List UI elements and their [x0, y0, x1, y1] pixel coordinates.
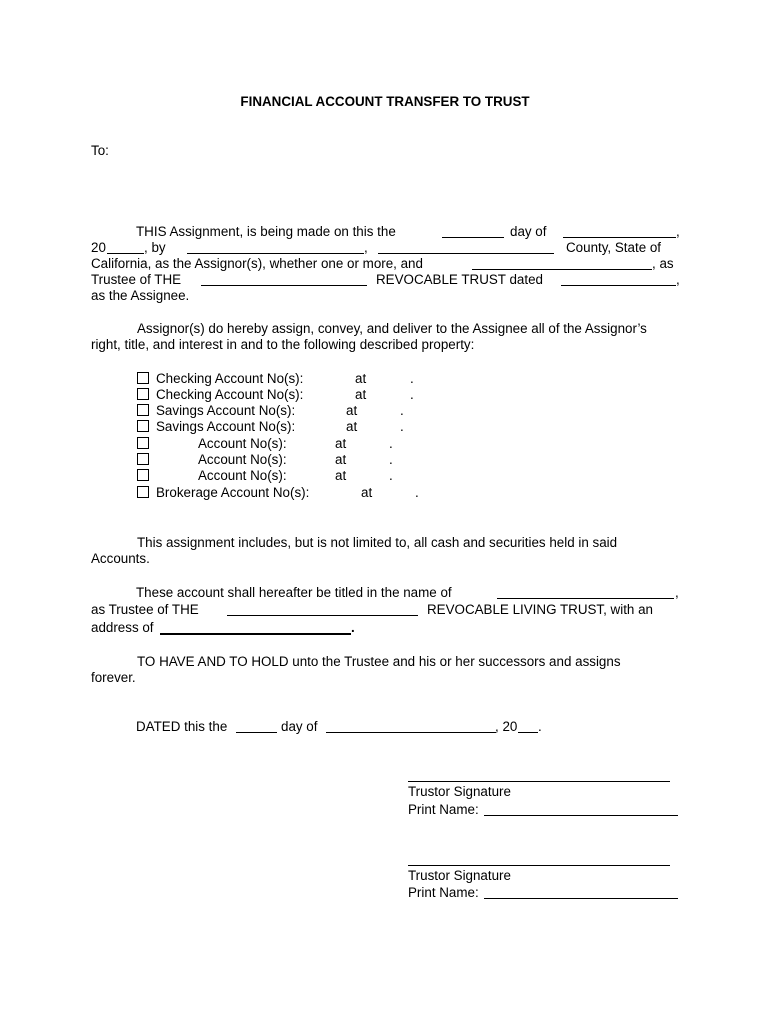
to-have-line-2: forever. [91, 670, 136, 685]
comma: , [364, 240, 368, 255]
account-label: Savings Account No(s): [156, 419, 296, 434]
account-row-generic-2 [137, 452, 393, 468]
address-of-text: address of [91, 620, 154, 635]
account-label: Account No(s): [198, 436, 287, 451]
checkbox[interactable] [137, 453, 149, 465]
at-text: at [361, 485, 373, 500]
by-text: , by [144, 240, 166, 255]
checkbox[interactable] [137, 388, 149, 400]
dated-month-blank[interactable] [326, 720, 496, 733]
checkbox[interactable] [137, 469, 149, 481]
year-blank[interactable] [107, 241, 144, 254]
account-label: Account No(s): [198, 468, 287, 483]
account-row-generic-1 [137, 436, 393, 452]
period: . [410, 387, 414, 402]
trust-name-blank[interactable] [201, 273, 367, 286]
at-text: at [335, 452, 347, 467]
dated-text: DATED this the [136, 719, 228, 734]
to-have-line-1: TO HAVE AND TO HOLD unto the Trustee and his or her successors and assigns [137, 654, 621, 669]
period: . [400, 403, 404, 418]
account-label: Brokerage Account No(s): [156, 485, 310, 500]
account-label: Checking Account No(s): [156, 387, 304, 402]
signature-line-1[interactable] [408, 781, 670, 782]
county-blank[interactable] [378, 241, 554, 254]
living-trust-name-blank[interactable] [227, 603, 418, 616]
checkbox[interactable] [137, 404, 149, 416]
includes-line-2: Accounts. [91, 551, 150, 566]
checkbox[interactable] [137, 420, 149, 432]
at-text: at [355, 371, 367, 386]
county-state-text: County, State of [566, 240, 662, 255]
account-label: Account No(s): [198, 452, 287, 467]
address-blank[interactable] [160, 621, 351, 635]
year-prefix: , 20 [495, 719, 518, 734]
at-text: at [346, 419, 358, 434]
period: . [410, 371, 414, 386]
document-title: FINANCIAL ACCOUNT TRANSFER TO TRUST [240, 94, 530, 109]
trustee-of-text: Trustee of THE [91, 272, 182, 287]
period: . [389, 468, 393, 483]
at-text: at [346, 403, 358, 418]
trustee-name-blank[interactable] [472, 257, 652, 270]
print-name-blank-2[interactable] [484, 886, 678, 899]
trustor-signature-label-1: Trustor Signature [408, 784, 511, 799]
comma: , [676, 224, 680, 239]
period: . [538, 719, 542, 734]
day-blank[interactable] [442, 225, 504, 238]
at-text: at [335, 468, 347, 483]
assignor-name-blank[interactable] [187, 241, 364, 254]
assignment-line-5: as the Assignee. [91, 288, 190, 303]
period: . [415, 485, 419, 500]
comma: , [675, 585, 679, 600]
at-text: at [335, 436, 347, 451]
account-row-savings-2 [137, 419, 404, 435]
account-label: Savings Account No(s): [156, 403, 296, 418]
checkbox[interactable] [137, 437, 149, 449]
checkbox[interactable] [137, 372, 149, 384]
assign-convey-line-1: Assignor(s) do hereby assign, convey, and deliver to the Assignee all of the Assignor’s [137, 321, 647, 336]
assignor-text: California, as the Assignor(s), whether one or more, and [91, 256, 423, 271]
assignment-intro-text: THIS Assignment, is being made on this the [136, 224, 396, 239]
print-name-blank-1[interactable] [484, 803, 678, 816]
assign-convey-line-2: right, title, and interest in and to the following described property: [91, 337, 475, 352]
print-name-row-1 [408, 802, 479, 818]
titled-text: These account shall hereafter be titled in the name of [136, 585, 452, 600]
trustor-signature-label-2: Trustor Signature [408, 868, 511, 883]
to-label: To: [91, 143, 109, 158]
signature-line-2[interactable] [408, 865, 670, 866]
account-row-generic-3 [137, 468, 393, 484]
account-row-brokerage [137, 485, 419, 501]
dated-day-blank[interactable] [236, 720, 277, 733]
living-trust-text: REVOCABLE LIVING TRUST, with an [427, 602, 653, 617]
account-row-savings-1 [137, 403, 404, 419]
print-name-label: Print Name: [408, 885, 479, 900]
comma: , [676, 272, 680, 287]
trust-date-blank[interactable] [561, 273, 676, 286]
dated-year-blank[interactable] [518, 720, 538, 733]
print-name-label: Print Name: [408, 802, 479, 817]
as-text: , as [652, 256, 674, 271]
period: . [351, 620, 355, 635]
revocable-trust-dated-text: REVOCABLE TRUST dated [376, 272, 543, 287]
checkbox[interactable] [137, 486, 149, 498]
print-name-row-2 [408, 885, 479, 901]
account-label: Checking Account No(s): [156, 371, 304, 386]
year-prefix: 20 [91, 240, 106, 255]
account-row-checking-1 [137, 371, 414, 387]
day-of-text: day of [281, 719, 318, 734]
period: . [389, 436, 393, 451]
account-row-checking-2 [137, 387, 414, 403]
trustee-of-text: as Trustee of THE [91, 602, 199, 617]
titled-name-blank[interactable] [497, 586, 674, 599]
at-text: at [355, 387, 367, 402]
period: . [389, 452, 393, 467]
day-of-text: day of [510, 224, 547, 239]
month-blank[interactable] [563, 225, 676, 238]
includes-line-1: This assignment includes, but is not limited to, all cash and securities held in said [137, 535, 618, 550]
period: . [400, 419, 404, 434]
